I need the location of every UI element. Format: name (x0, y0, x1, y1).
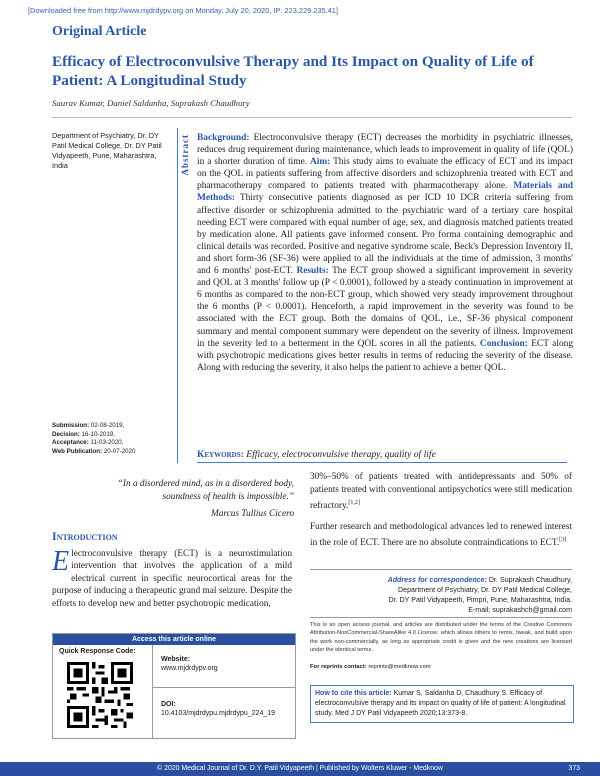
article-title: Efficacy of Electroconvulsive Therapy and Its Impact on Quality of Life of Patient: A Longitudinal Study (52, 53, 534, 89)
decision-date: 16-10-2019, (81, 430, 115, 438)
results-heading: Results: (296, 266, 329, 277)
keywords (197, 449, 567, 463)
paragraph-text: 30%–50% of patients treated with antidepressants and 50% of patients treated with conventional antipsychotics were still medication refractory. (310, 472, 572, 512)
reprints-email[interactable]: reprints@medknow.com (368, 664, 431, 670)
correspondence-address (310, 575, 572, 615)
keywords-label: Keywords: (197, 449, 244, 460)
citation-ref[interactable]: [3] (559, 537, 567, 544)
web-publication-label: Web Publication: (52, 447, 103, 455)
correspondence-label: Address for correspondence: (387, 576, 487, 584)
license-text: This is an open access journal, and articles are distributed under the terms of the Creative Commons Attribution-NonCommercial-ShareAlike 4.0 License, which allows others to remix, tweak, and build upon the work non-commercially, as long as appropriate credit is given and the new creations are licensed under the identical terms. (310, 622, 572, 653)
page-number: 373 (568, 765, 580, 772)
qr-code-icon[interactable] (67, 662, 133, 728)
page-footer (0, 762, 600, 776)
aim-heading: Aim: (310, 157, 331, 168)
abstract-border (177, 128, 192, 463)
web-publication-date: 20-07-2020 (103, 447, 136, 455)
abstract-box (177, 128, 575, 463)
quote-author: Marcus Tullius Cicero (211, 509, 294, 519)
submission-label: Submission: (52, 422, 90, 429)
article-category: Original Article (52, 24, 147, 39)
cite-label: How to cite this article: (315, 690, 392, 697)
access-header: Access this article online (53, 634, 295, 645)
drop-cap: E (52, 546, 70, 577)
abstract-label: Abstract (180, 134, 190, 176)
citation-ref[interactable]: [1,2] (348, 500, 360, 507)
conclusion-heading: Conclusion: (479, 338, 528, 349)
download-note: [Downloaded free from http://www.mjdrdypv.org on Monday, July 20, 2020, IP: 223.229.235.41] (28, 6, 338, 15)
quote-line: soundness of health is impossible.” (162, 492, 294, 502)
methods-text: Thirty consecutive patients diagnosed as per ICD 10 DCR criteria suffering from affective disorder or schizophrenia admitted to the psychiatric ward of a tertiary care hospital needing ECT were compared with equal number of age, sex, and diagnosis matched patients treated by medication alone. All patients gave informed consent. Pro forma containing demographic and clinical details was recorded. Positive and negative syndrome scale, Beck's Depression Inventory II, and short form-36 (SF-36) were applied to all the individuals at the time of admission, 3 months' and 6 months' post-ECT. (197, 193, 573, 277)
submission-date: 02-08-2019, (90, 422, 125, 429)
aim-text: This study aims to evaluate the efficacy of ECT and its impact on the QOL in patients suffering from affective disorders and schizophrenia treated with ECT and pharmacotherapy compared to patients treated with pharmacotherapy alone. (197, 157, 574, 192)
decision-label: Decision: (52, 430, 80, 438)
citation-box (310, 685, 574, 723)
qr-label: Quick Response Code: (59, 648, 136, 655)
correspondence-email[interactable]: E-mail: suprakashch@gmail.com (468, 606, 572, 614)
correspondence-line: Department of Psychiatry, Dr. DY Patil Medical College, (398, 586, 572, 594)
doi-label: DOI: (161, 701, 176, 708)
methods-heading: Materials and Methods: (197, 181, 573, 204)
divider (52, 117, 572, 118)
acceptance-label: Acceptance: (52, 439, 89, 447)
introduction-body: lectroconvulsive therapy (ECT) is a neurostimulation intervention that involves the application of a mild electrical current in specific neurocortical areas for the purpose of inducing a therapeutic grand mal seizure. Despite the efforts to develop new and better psychotropic medication, (52, 549, 292, 609)
divider (310, 569, 572, 570)
website-label: Website: (161, 656, 191, 663)
right-column-paragraph (310, 521, 572, 550)
abstract-text (197, 132, 573, 374)
affiliation: Department of Psychiatry, Dr. DY Patil Medical College, Dr. DY Patil Vidyapeeth, Pune, Maharashtra, India (52, 131, 162, 170)
access-divider (152, 645, 153, 738)
correspondence-line: Dr. DY Patil Vidyapeeth, Pimpri, Pune, Maharashtra, India. (388, 596, 572, 604)
authors: Saurav Kumar, Daniel Saldanha, Suprakash Chaudhury (52, 98, 250, 108)
background-text: Electroconvulsive therapy (ECT) decreases the morbidity in psychiatric illnesses, reduces drug requirement during maintenance, which leads to improvement in quality of life (QOL) in a shorter duration of time. (197, 133, 574, 168)
access-online-box (52, 633, 296, 739)
keywords-value: Efficacy, electroconvulsive therapy, quality of life (246, 449, 436, 460)
correspondence-name: Dr. Suprakash Chaudhury, (488, 576, 572, 584)
access-divider (152, 687, 295, 688)
website-link[interactable]: www.mjdrdypv.org (161, 665, 218, 672)
paragraph-text: Further research and methodological advances led to renewed interest in the role of ECT. There are no absolute contraindications to ECT. (310, 522, 572, 549)
acceptance-date: 11-03-2020, (90, 439, 124, 447)
reprints-label: For reprints contact: (310, 664, 367, 670)
results-text: The ECT group showed a significant improvement in severity and QOL at 3 months' follow up (P < 0.0001), followed by a steady continuation in improvement at 6 months as compared to the non-ECT group, which showed very steady improvement throughout the 6 months (P < 0.0001). Henceforth, a rapid improvement in the severity was found to be associated with the ECT group. Both the domains of QOL, i.e., SF-36 physical component summary and mental component summary were dependent on the severity of illness. Improvement in the severity led to a betterment in the QOL scores in all the patients. (197, 266, 574, 349)
background-heading: Background: (197, 133, 250, 143)
dates-block (52, 422, 178, 456)
divider (310, 617, 572, 618)
introduction-heading: Introduction (52, 529, 118, 543)
doi-link[interactable]: 10.4103/mjdrdypu.mjdrdypu_224_19 (161, 710, 276, 717)
footer-text: © 2020 Medical Journal of Dr. D.Y. Patil Vidyapeeth | Published by Wolters Kluwer - Medknow (157, 765, 443, 772)
conclusion-text: ECT along with psychotropic medications gives better results in terms of reducing the severity of the disease. Along with reducing the severity, it also helps the patient to achieve a better QOL. (197, 338, 574, 373)
epigraph (52, 478, 294, 521)
quote-line: “In a disordered mind, as in a disordered body, (117, 479, 294, 489)
cite-text: Kumar S, Saldanha D, Chaudhury S. Efficacy of electroconvulsive therapy and its impact on quality of life of patient: A longitudinal study. Med J DY Patil Vidyapeeth 2020;13:373-8. (315, 690, 566, 717)
right-column-paragraph (310, 471, 572, 513)
introduction-text (52, 548, 292, 610)
reprints-contact (310, 664, 431, 670)
